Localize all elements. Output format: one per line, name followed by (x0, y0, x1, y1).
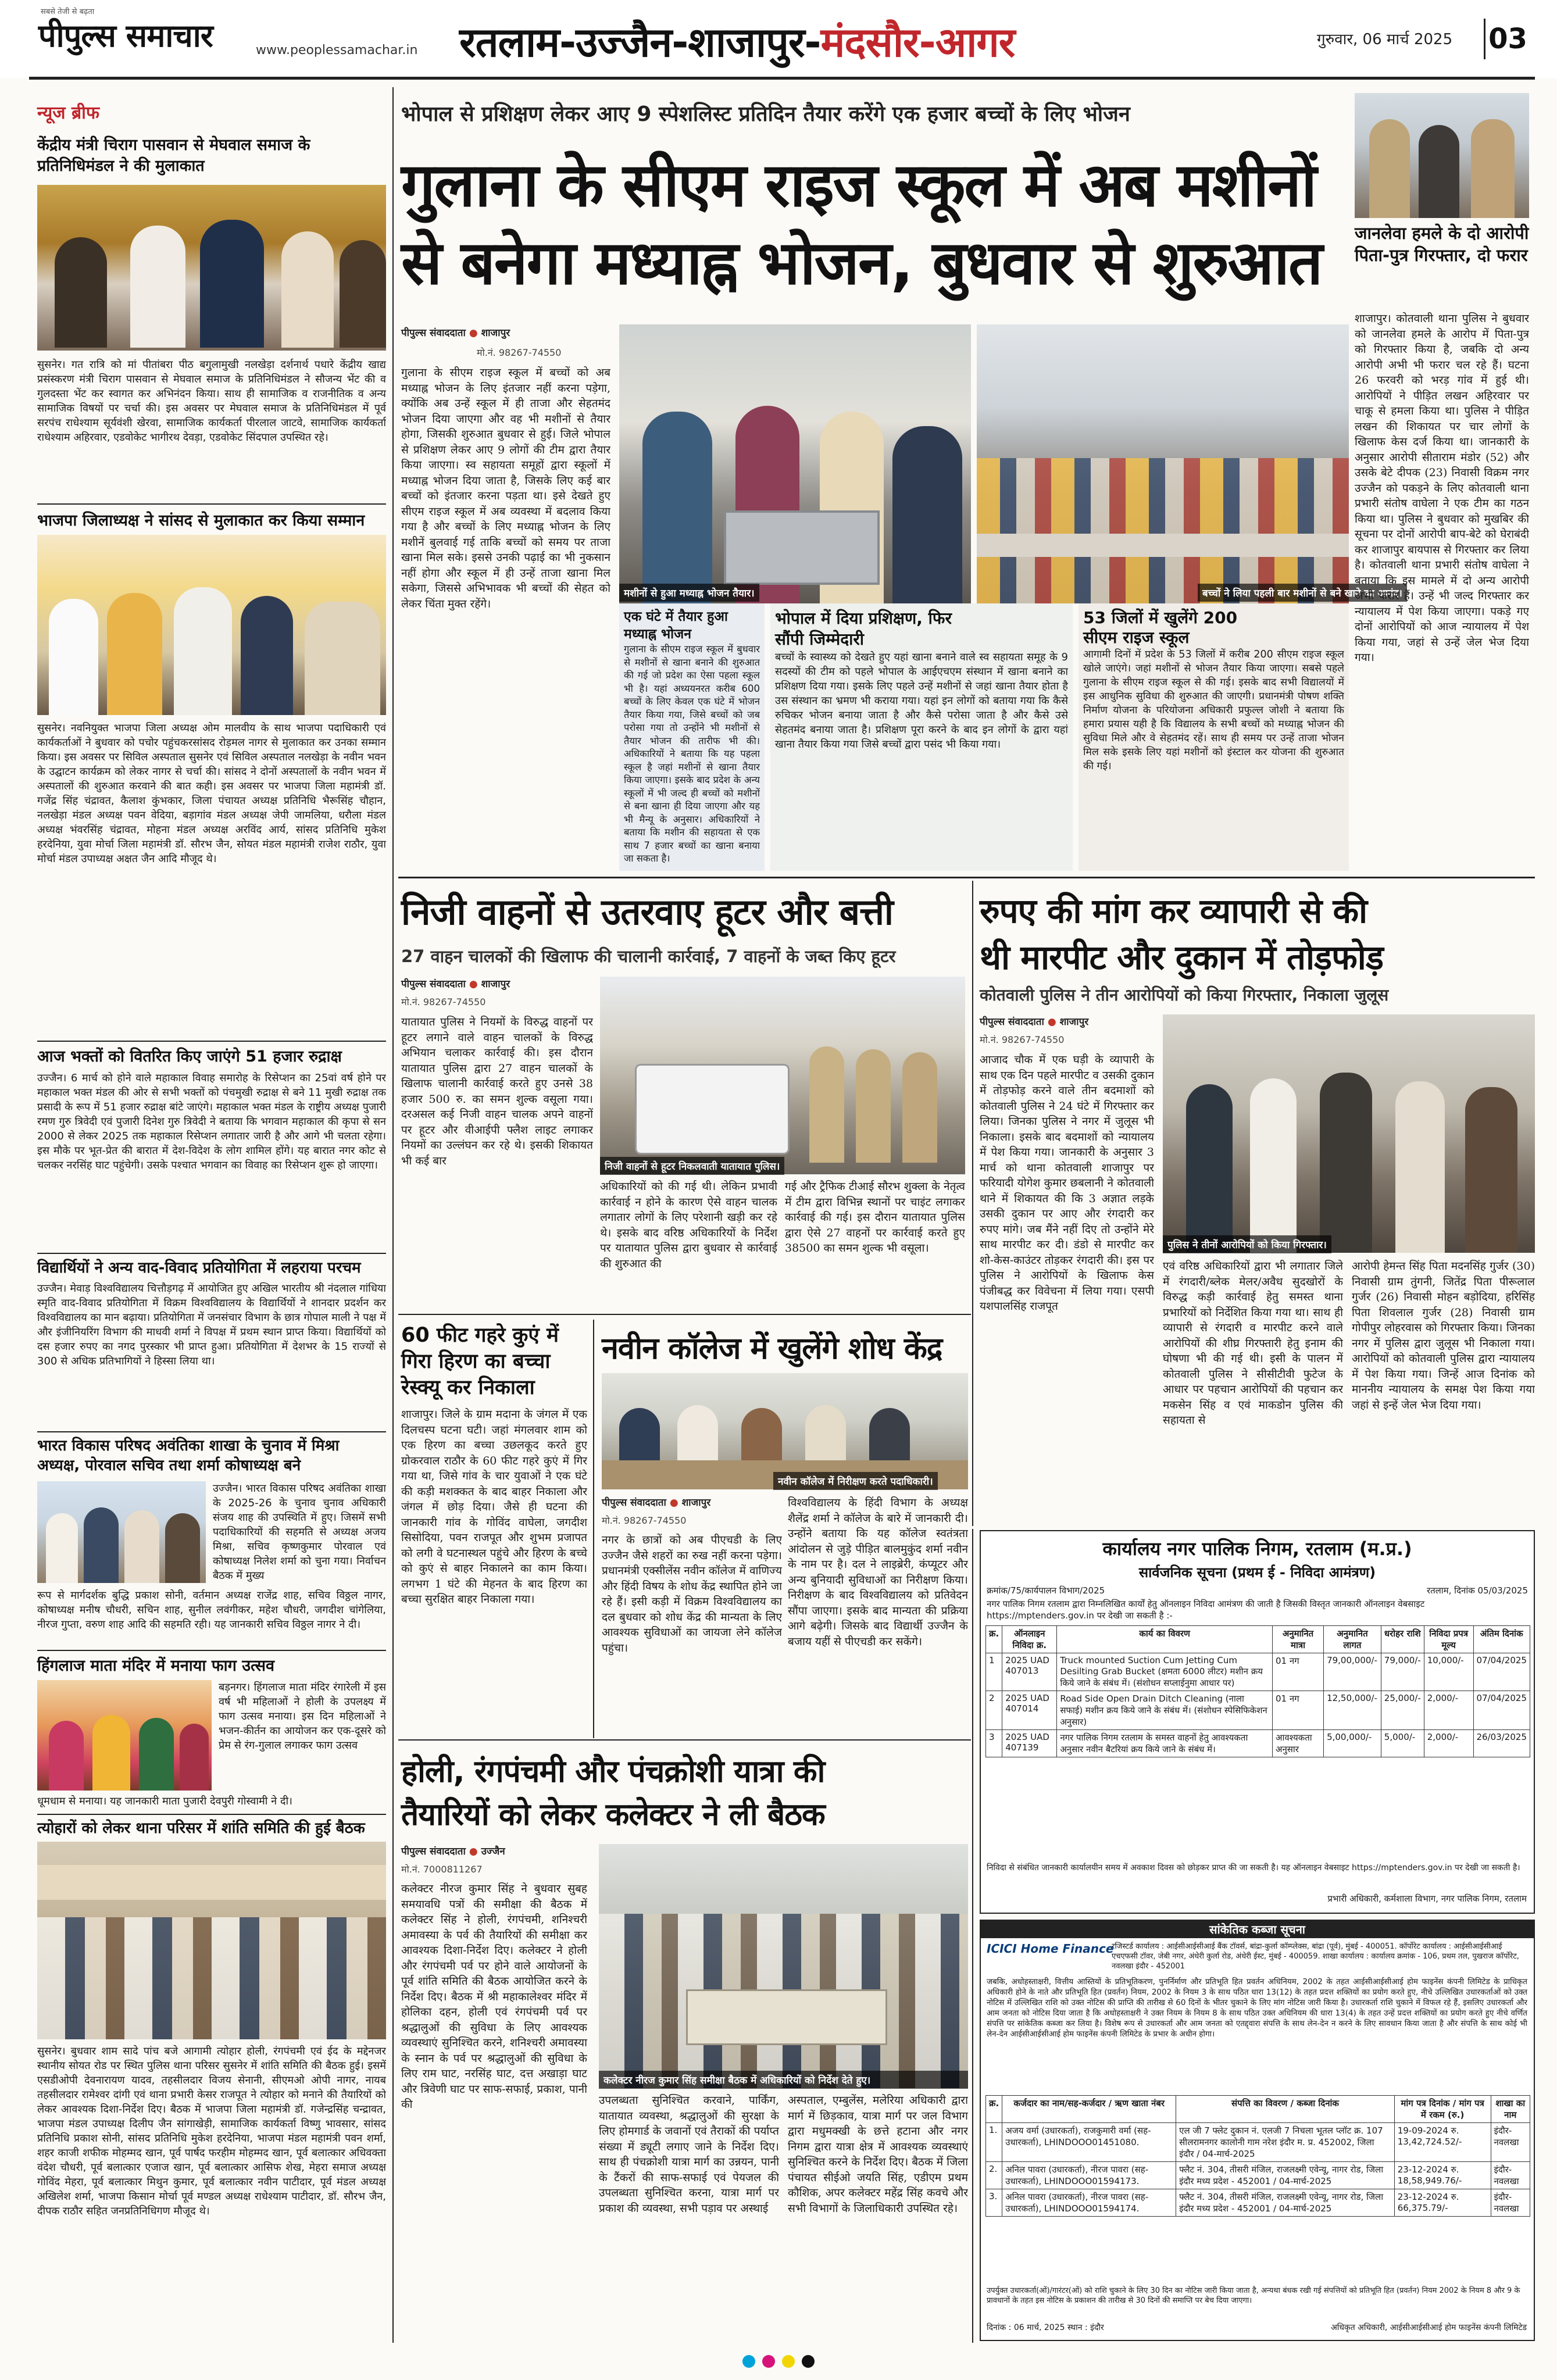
sidebox-2-head: भोपाल में दिया प्रशिक्षण, फिर सौंपी जिम्मेदारी (775, 609, 952, 649)
tender-table (985, 1625, 1530, 1757)
tender-office: कार्यालय नगर पालिक निगम, रतलाम (म.प्र.) (1102, 1538, 1412, 1560)
possession-table-cell: फ्लैट नं. 304, तीसरी मंजिल, राजलक्ष्मी एवेन्यू, नागर रोड, जिला इंदौर मध्य प्रदेश - 452001 / 04-मार्च-2025 (1176, 2189, 1395, 2217)
brief-7-text: सुसनेर। बुधवार शाम सादे पांच बजे आगामी त्योहार होली, रंगपंचमी एवं ईद के मद्देनजर स्थानीय सोयत रोड पर स्थित पुलिस थाना परिसर सुसनेर में शांति समिति की बैठक हुई। इसमें एसडीओपी देवनारायण यादव, तहसीलदार विजय सेनानी, सीएमओ ओपी नागर, नायब तहसीलदार रामेश्वर दांगी एवं थाना प्रभारी केसर राजपूत ने त्योहार को मनाने की तैयारियों को लेकर आवश्यक दिशा-निर्देश दिए। बैठक में भाजपा जिला महामंत्री डॉ. गजेन्द्रसिंह चन्द्रावत, भाजपा मंडल उपाध्यक्ष दिलीप जैन सांगाखेड़ी, सामाजिक कार्यकर्ता विष्णु भावसार, सांसद प्रतिनिधि प्रकाश सोनी, सांसद प्रतिनिधि मुकेश हरदेनिया, भाजपा मंडल महामंत्री पवन शर्मा, शहर काजी शफीक मोहम्मद खान, पूर्व पार्षद फरहीम मोहम्मद खान, पूर्व बलात्कार अधिवक्ता वंदेश चौधरी, पूर्व बलात्कार एजाज खान, पूर्व बलात्कार आसिफ शेख, मेहरा समाज अध्यक्ष गोविंद मेहरा, पूर्व बलात्कार मिथुन कुमार, पूर्व बलात्कार नवीन पाटीदार, पूर्व मंडल अध्यक्ष अखिलेश शर्मा, भाजपा किसान मोर्चा पूर्व मण्डल अध्यक्ष राधेश्याम पाटीदार, डॉ. सौरभ जैन, दीपक राठौर सहित जनप्रतिनिधिगण मौजूद थे। (37, 2045, 386, 2217)
tender-table-cell: 07/04/2025 (1473, 1691, 1530, 1730)
possession-header-cell: शाखा का नाम (1491, 2096, 1530, 2123)
trader-photo (1163, 1014, 1535, 1253)
holi-headline-line-2: तैयारियों को लेकर कलेक्टर ने ली बैठक (401, 1797, 825, 1832)
lead-headline-line-1: गुलाना के सीएम राइज स्कूल में अब मशीनों (401, 149, 1316, 220)
brief-1-photo (37, 185, 386, 351)
news-brief-column (33, 87, 388, 2343)
tender-table-cell: 07/04/2025 (1473, 1653, 1530, 1691)
brief-7-photo (37, 1842, 386, 2039)
registration-dot-cyan (742, 2355, 755, 2368)
brief-5-text-b: रूप से मार्गदर्शक बुद्धि प्रकाश सोनी, वर्तमान अध्यक्ष राजेंद्र शाह, सचिव विठ्ठल नागर, कोषाध्यक्ष मनीष चौधरी, सचिन शाह, सुनील लवंगीकर, महेश चौधरी, जगदीश चांगेलिया, नीरज गुप्ता, वरुण शाह आदि की सहमति रही। यह जानकारी सचिव विठ्ठल नागर ने दी। (37, 1589, 386, 1631)
edition-title-accent: मंदसौर-आगर (820, 19, 1015, 66)
siren-subhead: 27 वाहन चालकों की खिलाफ की चालानी कार्रवाई, 7 वाहनों के जब्त किए हूटर (401, 946, 896, 966)
trader-headline-line-1: रुपए की मांग कर व्यापारी से की (980, 891, 1367, 931)
tender-table-cell: 01 नग (1272, 1653, 1323, 1691)
divider-5 (37, 1650, 386, 1651)
brief-2-photo (37, 535, 386, 715)
brief-5-headline: भारत विकास परिषद अवंतिका शाखा के चुनाव में मिश्रा अध्यक्ष, पोरवाल सचिव तथा शर्मा कोषाध्यक्ष बने (37, 1437, 340, 1474)
tender-signature: प्रभारी अधिकारी, कर्मशाला विभाग, नगर पालिक निगम, रतलाम (1327, 1893, 1527, 1904)
siren-byline (401, 977, 510, 990)
tender-table-cell: Truck mounted Suction Cum Jetting Cum Desilting Grab Bucket (क्षमता 6000 लीटर) मशीन क्रय किये जाने के संबंध में। (संशोधन सप्लाईनुमा आधार पर) (1057, 1653, 1273, 1691)
tender-footer: निविदा से संबंधित जानकारी कार्यालयीन समय में अवकाश दिवस को छोड़कर प्राप्त की जा सकती है। यह ऑनलाइन वेबसाइट https://mptenders.gov.in पर देखी जा सकती है। (987, 1863, 1520, 1872)
brief-6-text-b: धूमधाम से मनाया। यह जानकारी माता पुजारी देवपुरी गोस्वामी ने दी। (37, 1795, 292, 1807)
tender-table-cell: आवश्यकता अनुसार (1272, 1730, 1323, 1757)
tender-table-cell: 2025 UAD 407013 (1002, 1653, 1057, 1691)
holi-photo (599, 1844, 968, 2088)
sidebox-3-head-b: सीएम राइज स्कूल (1083, 628, 1190, 647)
divider-6 (37, 1814, 386, 1815)
tender-table-cell: 79,000/- (1381, 1653, 1424, 1691)
tender-table-cell: 12,50,000/- (1324, 1691, 1381, 1730)
tender-table-cell: 26/03/2025 (1473, 1730, 1530, 1757)
tender-ref-left: क्रमांक/75/कार्यपालन विभाग/2025 (987, 1585, 1105, 1596)
lead-byline (401, 326, 610, 339)
holi-photo-caption: कलेक्टर नीरज कुमार सिंह समीक्षा बैठक में अधिकारियों को निर्देश देते हुए। (599, 2071, 968, 2089)
tender-header-cell: अंतिम दिनांक (1473, 1626, 1530, 1653)
college-mobile: मो.नं. 98267-74550 (602, 1515, 687, 1526)
tender-header-cell: निविदा प्रपत्र मूल्य (1424, 1626, 1473, 1653)
tender-table-cell: 25,000/- (1381, 1691, 1424, 1730)
possession-table-cell: 23-12-2024 रु. 18,58,949.76/- (1394, 2162, 1491, 2189)
tender-table-cell: 2 (986, 1691, 1002, 1730)
possession-date-place: दिनांक : 06 मार्च, 2025 स्थान : इंदौर (987, 2323, 1104, 2332)
sidebox-2-text: बच्चों के स्वास्थ्य को देखते हुए यहां खाना बनाने वाले स्व सहायता समूह के 9 सदस्यों की टीम को पहले भोपाल के आईएचएम संस्थान में खाना बनाने का प्रशिक्षण दिया गया। इसके लिए पहले उन्हें मशीनों से जहां खाना तैयार होता है उस संस्थान का भ्रमण भी कराया गया। यहां इन लोगों को बताया गया कि कैसे रुचिकर भोजन बनाया जाता है और कैसे परोसा जाता है और कैसे उसे सेहतमंद बनाया जाता है। प्रशिक्षण पूरा करने के बाद इन लोगों के द्वारा यहां खाना तैयार किया गया जिसे बच्चों द्वारा पसंद भी किया गया। (775, 651, 1068, 751)
brief-4-headline: विद्यार्थियों ने अन्य वाद-विवाद प्रतियोगिता में लहराया परचम (37, 1259, 361, 1277)
deer-headline-line-3: रेस्क्यू कर निकाला (401, 1376, 535, 1399)
brief-5-text-a: उज्जैन। भारत विकास परिषद अवंतिका शाखा के 2025-26 के चुनाव चुनाव अधिकारी संजय शाह की उपस्थिति में हुए। जिसमें सभी पदाधिकारियों की सहमति से अध्यक्ष अजय मिश्रा, सचिव कृष्णकुमार पोरवाल एवं कोषाध्यक्ष निलेश शर्मा को चुना गया। निर्वाचन बैठक में मुख्य (213, 1482, 386, 1582)
possession-table-cell: अजय वर्मा (उधारकर्ता), राजकुमारी वर्मा (सह-उधारकर्ता), LHINDOOO01451080. (1002, 2123, 1176, 2162)
section-tag-news-brief: न्यूज ब्रीफ (37, 103, 99, 123)
possession-table-cell: अनिल पावरा (उधारकर्ता), नीरज पावरा (सह-उधारकर्ता), LHINDOOO01594174. (1002, 2189, 1176, 2217)
masthead (0, 0, 1557, 78)
holi-headline-line-1: होली, रंगपंचमी और पंचक्रोशी यात्रा की (401, 1754, 825, 1789)
tender-table-cell: 5,00,000/- (1324, 1730, 1381, 1757)
icici-logo: ICICI Home Finance (987, 1942, 1114, 1956)
holi-text-b: उपलब्धता सुनिश्चित करवाने, पार्किंग, यातायात व्यवस्था, श्रद्धालुओं की सुरक्षा के लिए होमगार्ड के जवानों एवं तैराकों की पर्याप्त संख्या में ड्यूटी लगाए जाने के निर्देश दिए। साथ ही पंचक्रोशी यात्रा मार्ग का उन्नयन, पानी के टैंकरों की साफ-सफाई एवं पेयजल की उपलब्धता सुनिश्चित करना, यात्रा मार्ग पर प्रकाश की व्यवस्था, सभी पड़ाव पर अस्थाई (599, 2094, 779, 2215)
lead-photo-1 (619, 324, 971, 603)
lead-photo-1-caption: मशीनों से हुआ मध्याह्न भोजन तैयार। (619, 584, 759, 602)
page-number: 03 (1484, 19, 1530, 59)
possession-table-row (986, 2123, 1530, 2162)
lead-sidebox-1 (619, 603, 765, 871)
trader-subhead: कोतवाली पुलिस ने तीन आरोपियों को किया गिरफ्तार, निकाला जुलूस (980, 985, 1389, 1005)
tender-table-row (986, 1691, 1530, 1730)
siren-mobile: मो.नं. 98267-74550 (401, 996, 486, 1007)
siren-photo (600, 977, 965, 1174)
tender-header-cell: क्र. (986, 1626, 1002, 1653)
possession-table-row (986, 2189, 1530, 2217)
college-byline (602, 1495, 710, 1509)
possession-table (985, 2095, 1530, 2217)
left-column-divider (392, 87, 394, 2343)
brief-6-text-a: बड़नगर। हिंगलाज माता मंदिर रंगारेली में इस वर्ष भी महिलाओं ने होली के उपलक्ष्य में फाग उत्सव मनाया। इस दिन महिलाओं ने भजन-कीर्तन का आयोजन कर एक-दूसरे को प्रेम से रंग-गुलाल लगाकर फाग उत्सव (219, 1681, 386, 1752)
divider-4 (37, 1431, 386, 1432)
brief-3-headline: आज भक्तों को वितरित किए जाएंगे 51 हजार रुद्राक्ष (37, 1048, 342, 1066)
possession-body: जबकि, अधोहस्ताक्षरी, वित्तीय आस्तियों के प्रतिभूतिकरण, पुनर्निर्माण और प्रतिभूति हित प्रवर्तन अधिनियम, 2002 के तहत आईसीआईसीआई होम फाइनेंस कंपनी लिमिटेड के प्राधिकृत अधिकारी होने के नाते और प्रतिभूति हित (प्रवर्तन) नियम, 2002 के नियम 3 के साथ पठित धारा 13(12) के तहत प्रदत्त शक्तियों का प्रयोग करते हुए, नीचे उल्लिखित उधारकर्ताओं को उक्त नोटिस में उल्लिखित राशि को उक्त नोटिस की प्राप्ति की तारीख से 60 दिनों के भीतर चुकाने के लिए मांग नोटिस जारी किया है। उधारकर्ता राशि चुकाने में विफल रहे हैं, इसलिए उधारकर्ता और आम जनता को नोटिस दिया जाता है कि अधोहस्ताक्षरी ने उक्त नियम के नियम 8 के साथ पठित उक्त अधिनियम की धारा 13(4) के तहत उन्हें प्रदत्त शक्तियों का प्रयोग करते हुए नीचे वर्णित संपत्ति पर सांकेतिक कब्जा कर लिया है। विशेष रूप से उधारकर्ता और आम जनता को एतद्द्वारा संपत्ति के साथ लेन-देन न करने के लिए सावधान किया जाता है और संपत्ति के साथ कोई भी लेन-देन आईसीआईसीआई होम फाइनेंस कंपनी लिमिटेड के प्रभार के अधीन होगा। (987, 1977, 1527, 2039)
ads-column-divider (972, 1529, 973, 2343)
tender-title: सार्वजनिक सूचना (प्रथम ई - निविदा आमंत्रण) (1138, 1564, 1376, 1581)
lead-kicker: भोपाल से प्रशिक्षण लेकर आए 9 स्पेशलिस्ट प्रतिदिन तैयार करेंगे एक हजार बच्चों के लिए भोजन (401, 102, 1130, 126)
possession-table-cell: अनिल पावरा (उधारकर्ता), नीरज पावरा (सह-उधारकर्ता), LHINDOOO01594173. (1002, 2162, 1176, 2189)
tender-table-cell: 10,000/- (1424, 1653, 1473, 1691)
holi-text-c: अस्पताल, एम्बुलेंस, मलेरिया अधिकारी द्वारा मार्ग में छिड़काव, यात्रा मार्ग पर जल विभाग द्वारा मधुमक्खी के छत्ते हटाना और नगर निगम द्वारा यात्रा क्षेत्र में आवश्यक व्यवस्थाएं सुनिश्चित करने के निर्देश दिए। बैठक में जिला पंचायत सीईओ जयति सिंह, एडीएम प्रथम कौशिक, अपर कलेक्टर महेंद्र सिंह कवचे और सभी विभागों के जिलाधिकारी उपस्थित रहे। (788, 2094, 968, 2215)
siren-text-c: गई और ट्रैफिक टीआई सौरभ शुक्ला के नेतृत्व में टीम द्वारा विभिन्न स्थानों पर चाइंट लगाकर कार्रवाई की गई। इस दौरान यातायात पुलिस द्वारा ऐसे 27 वाहनों पर कार्रवाई करते हुए 38500 का समन शुल्क भी वसूला। (785, 1180, 965, 1255)
sidebox-3-text: आगामी दिनों में प्रदेश के 53 जिलों में करीब 200 सीएम राइज स्कूल खोले जाएंगे। जहां मशीनों से भोजन तैयार किया जाएगा। सबसे पहले गुलाना के सीएम राइज स्कूल से की गई। इसके बाद सभी विद्यालयों में इस आधुनिक सुविधा की शुरुआत की जाएगी। प्रधानमंत्री पोषण शक्ति निर्माण योजना के परियोजना अधिकारी प्रफुल्ल जोशी ने बताया कि हमारा प्रयास यही है कि विद्यालय के सभी बच्चों को मध्याह्न भोजन की सुविधा मिले और वे सेहतमंद रहें। साथ ही समय पर उन्हें ताजा भोजन मिल सके इसके लिए यहां मशीनों को इंस्टाल कर योजना की शुरुआत की गई। (1083, 649, 1344, 772)
lead-byline-name: पीपुल्स संवाददाता (401, 327, 466, 339)
holi-text-a: कलेक्टर नीरज कुमार सिंह ने बुधवार सुबह समयावधि पत्रों की समीक्षा की बैठक में कलेक्टर सिंह ने होली, रंगपंचमी, शनिश्चरी अमावस्या के पर्व की तैयारियों की समीक्षा कर आवश्यक दिशा-निर्देश दिए। कलेक्टर ने होली और रंगपंचमी पर्व पर होने वाले आयोजनों के पूर्व शांति समिति की बैठक आयोजित करने के निर्देश दिए। बैठक में श्री महाकालेश्वर मंदिर में होलिका दहन, होली एवं रंगपंचमी पर्व पर श्रद्धालुओं की सुविधा के लिए आवश्यक व्यवस्थाएं सुनिश्चित करने, शनिश्चरी अमावस्या के स्नान के पर्व पर श्रद्धालुओं की सुविधा के लिए राम घाट, नरसिंह घाट, दत्त अखाड़ा घाट और त्रिवेणी घाट पर साफ-सफाई, प्रकाश, पानी की (401, 1882, 587, 2111)
tender-table-cell: 1 (986, 1653, 1002, 1691)
college-photo-caption: नवीन कॉलेज में निरीक्षण करते पदाधिकारी। (773, 1472, 938, 1490)
tender-table-cell: Road Side Open Drain Ditch Cleaning (नाला सफाई) मशीन क्रय किये जाने के संबंध में। (संशोधन स्पेसिफिकेशन अनुसार) (1057, 1691, 1273, 1730)
trader-byline-place: शाजापुर (1059, 1016, 1089, 1028)
siren-bottom-divider (398, 1314, 971, 1315)
trader-mobile: मो.नं. 98267-74550 (980, 1034, 1065, 1045)
lead-mobile: मो.नं. 98267-74550 (477, 347, 562, 358)
siren-text-a: यातायात पुलिस ने नियमों के विरुद्ध वाहनों पर हूटर लगाने वाले वाहन चालकों के विरुद्ध अभियान चलाकर कार्रवाई की। इस दौरान यातायात पुलिस द्वारा 27 वाहन चालकों के खिलाफ चालानी कार्रवाई करते हुए उनसे 38 हजार 500 रु. का समन शुल्क वसूला गया। दरअसल कई निजी वाहन चालक अपने वाहनों पर हूटर और वीआईपी फ्लैश लाइट लगाकर नियमों का उल्लंघन कर रहे थे। इसकी शिकायत भी कई बार (401, 1016, 593, 1167)
college-text-a: नगर के छात्रों को अब पीएचडी के लिए उज्जैन जैसे शहरों का रुख नहीं करना पड़ेगा। प्रधानमंत्री एक्सीलेंस नवीन कॉलेज में वाणिज्य और हिंदी विषय के शोध केंद्र स्थापित होने जा रहे हैं। इसी कड़ी में विक्रम विश्वविद्यालय का दल बुधवार को शोध केंद्र की मान्यता के लिए आवश्यक सुविधाओं का जायजा लेने कॉलेज पहुंचा। (602, 1534, 782, 1654)
tender-table-row (986, 1730, 1530, 1757)
college-byline-place: शाजापुर (681, 1497, 711, 1509)
lead-photo-2 (977, 324, 1349, 603)
lead-headline-line-2: से बनेगा मध्याह्न भोजन, बुधवार से शुरुआत (401, 227, 1322, 298)
edition-title-main: रतलाम-उज्जैन-शाजापुर- (459, 19, 821, 66)
possession-footnote: उपर्युक्त उधारकर्ता(ओं)/गारंटर(ओं) को राशि चुकाने के लिए 30 दिन का नोटिस जारी किया जाता है, अन्यथा बंधक रखी गई संपत्तियों को प्रतिभूति हित (प्रवर्तन) नियम 2002 के नियम 8 और 9 के प्रावधानों के तहत इस नोटिस के प्रकाशन की तारीख से 30 दिनों की समाप्ति पर बेच दिया जाएगा। (987, 2286, 1520, 2305)
tender-table-cell: 3 (986, 1730, 1002, 1757)
tender-intro: नगर पालिक निगम रतलाम द्वारा निम्नलिखित कार्यों हेतु ऑनलाइन निविदा आमंत्रण की जाती है जिसकी विस्तृत जानकारी ऑनलाइन वेबसाइट https://mptenders.gov.in पर देखी जा सकती है :- (987, 1599, 1425, 1621)
print-registration-strip (0, 2353, 1557, 2377)
holi-byline (401, 1844, 505, 1857)
trader-headline-line-2: थी मारपीट और दुकान में तोड़फोड़ (980, 938, 1383, 977)
possession-table-cell: 1. (986, 2123, 1002, 2162)
siren-text-b: अधिकारियों को की गई थी। लेकिन प्रभावी कार्रवाई न होने के कारण ऐसे वाहन चालक लगातार लोगों के लिए परेशानी खड़ी कर रहे थे। इसके बाद वरिष्ठ अधिकारियों के निर्देश पर यातायात पुलिस द्वारा बुधवार से कार्रवाई की शुरुआत की (600, 1180, 777, 1270)
lead-bottom-divider (398, 877, 1535, 878)
siren-headline: निजी वाहनों से उतरवाए हूटर और बत्ती (401, 891, 893, 933)
holi-byline-name: पीपुल्स संवाददाता (401, 1846, 466, 1857)
divider-2 (37, 1041, 386, 1042)
sidebox-1-head: एक घंटे में तैयार हुआ मध्याह्न भोजन (624, 609, 728, 642)
lead-body-text: गुलाना के सीएम राइज स्कूल में बच्चों को अब मध्याह्न भोजन के लिए इंतजार नहीं करना पड़ेगा, क्योंकि अब उन्हें स्कूल में ही ताजा और सेहतमंद भोजन दिया जाएगा और वह भी मशीनों से तैयार होगा, जिसकी शुरुआत बुधवार से हुई। जिले भोपाल से प्रशिक्षण लेकर आए 9 लोगों की टीम द्वारा तैयार किया जाएगा। स्व सहायता समूहों द्वारा स्कूलों में मध्याह्न भोजन दिया जाता है, जिसके लिए कई बार बच्चों को इंतजार करना पड़ता था। इसे देखते हुए सीएम राइज स्कूल में अब व्यवस्था में बदलाव किया गया है और बच्चों के लिए मध्याह्न भोजन के लिए मशीनें बुलवाई गई ताकि बच्चों को समय पर ताजा खाना मिल सके। इससे उनकी पढ़ाई का भी नुकसान नहीं होगा और स्कूल में ही उन्हें ताजा खाना मिल सकेगा, जिससे अभिभावक भी बच्चों की सेहत को लेकर चिंता मुक्त रहेंगे। (401, 366, 610, 610)
brief-1-text: सुसनेर। गत रात्रि को मां पीतांबरा पीठ बगुलामुखी नलखेड़ा दर्शनार्थ पधारे केंद्रीय खाद्य प्रसंस्करण मंत्री चिराग पासवान से मेघवाल समाज के प्रतिनिधिमंडल ने सौजन्य भेंट की व गुलदस्ता भेंट कर स्वागत कर अभिनंदन किया। साथ ही सामाजिक व राजनीतिक व अन्य सामाजिक विषयों पर चर्चा की। इस अवसर पर मेघवाल समाज के प्रतिनिधिमंडल में पूर्व सरपंच राधेश्याम सूर्यवंशी खेरवा, सामाजिक कार्यकर्ता पीरलाल जाटवे, सामाजिक कार्यकर्ता राधेश्याम अहिरवार, एडवोकेट भागीरथ देवड़ा, एडवोकेट सिंदपाल उपस्थित रहे। (37, 359, 386, 444)
tender-table-cell: 5,000/- (1381, 1730, 1424, 1757)
masthead-divider (29, 77, 1535, 80)
possession-header-cell: मांग पत्र दिनांक / मांग पत्र में रकम (रु.) (1394, 2096, 1491, 2123)
divider-3 (37, 1253, 386, 1254)
tender-table-cell: 2025 UAD 407014 (1002, 1691, 1057, 1730)
sidebox-1-text: गुलाना के सीएम राइज स्कूल में बुधवार से मशीनों से खाना बनाने की शुरुआत की गई जो प्रदेश का ऐसा पहला स्कूल भी है। यहां अध्ययनरत करीब 600 बच्चों के लिए केवल एक घंटे में भोजन तैयार किया गया, जिसे बच्चों को जब परोसा गया तो उन्होंने भी मशीनों से तैयार भोजन की तारीफ भी की। अधिकारियों ने बताया कि यह पहला स्कूल है जहां मशीनों से खाना तैयार किया जाएगा। इसके बाद प्रदेश के अन्य स्कूलों में भी जल्द ही बच्चों को मशीनों से बना खाना ही दिया जाएगा और यह भी मैन्यू के अनुसार। अधिकारियों ने बताया कि मशीन की सहायता से एक साथ 7 हजार बच्चों का खाना बनाया जा सकता है। (624, 644, 760, 864)
sidebox-3-head-a: 53 जिलों में खुलेंगे 200 (1083, 608, 1238, 627)
brief-2-headline: भाजपा जिलाध्यक्ष ने सांसद से मुलाकात कर किया सम्मान (37, 512, 365, 530)
brief-4-text: उज्जैन। मेवाड़ विश्वविद्यालय चित्तौड़गढ़ में आयोजित हुए अखिल भारतीय श्री नंदलाल गांधिया स्मृति वाद-विवाद प्रतियोगिता में विक्रम विश्वविद्यालय के विद्यार्थियों ने शानदार प्रदर्शन कर विश्वविद्यालय का मान बढ़ाया। प्रतियोगिता में जनसंचार विभाग के छात्र गोपाल माली ने पक्ष में और इंजीनियरिंग विभाग की माधवी शर्मा ने विपक्ष में प्रथम स्थान प्राप्त किया। विद्यार्थियों को दस हजार रुपए का नगद पुरस्कार भी प्राप्त हुआ। प्रतियोगिता में देशभर के 15 राज्यों से 300 से अधिक प्रतिभागियों ने हिस्सा लिया था। (37, 1282, 386, 1367)
assault-photo (1355, 93, 1529, 218)
newspaper-logo: पीपुल्स समाचार (38, 17, 213, 54)
tender-table-cell: 2,000/- (1424, 1730, 1473, 1757)
college-byline-name: पीपुल्स संवाददाता (602, 1497, 666, 1509)
possession-table-cell: 19-09-2024 रु. 13,42,724.52/- (1394, 2123, 1491, 2162)
tender-header-cell: कार्य का विवरण (1057, 1626, 1273, 1653)
brief-2-text: सुसनेर। नवनियुक्त भाजपा जिला अध्यक्ष ओम मालवीय के साथ भाजपा पदाधिकारी एवं कार्यकर्ताओं ने बुधवार को पचोर पहुंचकरसांसद रोड़मल नागर से मुलाकात कर उनका सम्मान किया। इस अवसर पर सिविल अस्पताल सुसनेर एवं सिविल अस्पताल नलखेड़ा के नवीन भवन के उद्घाटन कार्यक्रम को लेकर नागर से चर्चा की। सांसद ने दोनों अस्पतालों के नवीन भवन में अस्पतालों की शुरुआत करवाने की बात कही। इस अवसर पर भाजपा जिला महामंत्री डॉ. गजेंद्र सिंह चंद्रावत, कैलाश कुंभकार, जिला पंचायत अध्यक्ष प्रतिनिधि भैरूसिंह चौहान, नलखेड़ा मंडल अध्यक्ष पवन वेदिया, बड़ागांव मंडल अध्यक्ष जेपी जामलिया, धरौला मंडल अध्यक्ष भंवरसिंह चंद्रावत, मोहना मंडल अध्यक्ष अरविंद आर्य, सांसद प्रतिनिधि मुकेश हरदेनिया, युवा मोर्चा जिला महामंत्री डॉ. सौरभ जैन, सोयत मंडल महामंत्री राजेश राठौर, युवा मोर्चा मंडल उपाध्यक्ष अक्षत जैन आदि मौजूद थे। (37, 722, 386, 865)
college-headline: नवीन कॉलेज में खुलेंगे शोध केंद्र (602, 1331, 942, 1366)
tender-notice (980, 1530, 1535, 1914)
deer-headline-line-2: गिरा हिरण का बच्चा (401, 1350, 551, 1373)
tender-table-cell: नगर पालिक निगम रतलाम के समस्त वाहनों हेतु आवश्यकता अनुसार नवीन बैटरियां क्रय किये जाने के संबंध में। (1057, 1730, 1273, 1757)
trader-byline-name: पीपुल्स संवाददाता (980, 1016, 1044, 1028)
issue-date: गुरुवार, 06 मार्च 2025 (1317, 31, 1453, 48)
tender-table-cell: 2,000/- (1424, 1691, 1473, 1730)
possession-header-cell: कर्जदार का नाम/सह-कर्जदार / ऋण खाता नंबर (1002, 2096, 1176, 2123)
location-pin-icon: ● (669, 1497, 678, 1509)
brief-5-photo (37, 1481, 206, 1583)
tender-table-row (986, 1653, 1530, 1691)
tender-header-cell: अनुमानित मात्रा (1272, 1626, 1323, 1653)
trader-text-c: आरोपी हेमन्त सिंह पिता मदनसिंह गुर्जर (30) निवासी ग्राम तुंगनी, जितेंद्र पिता पीरूलाल गुर्जर (26) निवासी मोहन बड़ोदिया, हरिसिंह पिता शिवलाल गुर्जर (28) निवासी ग्राम गोपीपुर लोहरवास को गिरफ्तार किया। जिनका नगर में पुलिस द्वारा जुलूस भी निकाला गया। आरोपियों को कोतवाली पुलिस द्वारा न्यायालय में पेश किया गया। जिन्हें आज दिनांक को माननीय न्यायालय के समक्ष पेश किया गया जहां से इन्हें जेल भेज दिया गया। (1352, 1260, 1535, 1411)
tender-header-cell: अनुमानित लागत (1324, 1626, 1381, 1653)
possession-table-cell: एल जी 7 फ्लेट दुकान नं. एलजी 7 निचला भूतल प्लॉट क्र. 107 सीलरामनगर कालोनी गाम नरेश इंदौर म. प्र. 452002, जिला इंदौर / 04-मार्च-2025 (1176, 2123, 1395, 2162)
possession-table-cell: फ्लैट नं. 304, तीसरी मंजिल, राजलक्ष्मी एवेन्यू, नागर रोड, जिला इंदौर मध्य प्रदेश - 452001 / 04-मार्च-2025 (1176, 2162, 1395, 2189)
possession-table-cell: 2. (986, 2162, 1002, 2189)
location-pin-icon: ● (1047, 1016, 1056, 1028)
tender-table-cell: 2025 UAD 407139 (1002, 1730, 1057, 1757)
tender-ref-right: रतलाम, दिनांक 05/03/2025 (1426, 1585, 1528, 1596)
possession-table-cell: 3. (986, 2189, 1002, 2217)
registration-dot-magenta (762, 2355, 775, 2368)
brief-7-headline: त्योहारों को लेकर थाना परिसर में शांति समिति की हुई बैठक (37, 1820, 365, 1837)
holi-mobile: मो.नं. 7000811267 (401, 1864, 483, 1875)
deer-divider (593, 1320, 594, 1738)
possession-header-cell: संपत्ति का विवरण / कब्जा दिनांक (1176, 2096, 1395, 2123)
center-divider (972, 881, 973, 1526)
siren-byline-place: शाजापुर (481, 978, 510, 990)
divider-1 (37, 503, 386, 505)
possession-table-cell: इंदौर-नवलखा (1491, 2189, 1530, 2217)
possession-header-cell: क्र. (986, 2096, 1002, 2123)
possession-notice (980, 1920, 1535, 2341)
holi-byline-place: उज्जैन (481, 1846, 505, 1857)
registration-dot-black (802, 2355, 815, 2368)
college-text-b: विश्वविद्यालय के हिंदी विभाग के अध्यक्ष शैलेंद्र शर्मा ने कॉलेज के बारे में जानकारी दी। उन्होंने बताया कि यह कॉलेज स्वतंत्रता आंदोलन से जुड़े पीड़ित बालमुकुंद शर्मा नवीन के नाम पर है। दल ने लाइब्रेरी, कंप्यूटर और अन्य बुनियादी सुविधाओं का निरीक्षण किया। निरीक्षण के बाद विश्वविद्यालय को प्रतिवेदन सौंपा जाएगा। इसके बाद मान्यता की प्रक्रिया आगे बढ़ेगी। जिसके बाद विद्यार्थी उज्जैन के बजाय यहीं से पीएचडी कर सकेंगे। (788, 1496, 968, 1648)
lead-photo-2-caption: बच्चों ने लिया पहली बार मशीनों से बने खाने का आनंद। (1198, 584, 1407, 602)
tender-header-cell: ऑनलाइन निविदा क्र. (1002, 1626, 1057, 1653)
trader-text-b: एवं वरिष्ठ अधिकारियों द्वारा भी लगातार जिले में रंगदारी/ब्लेक मेलर/अवैध सुदखोरों के विरुद्ध कड़ी कार्रवाई हेतु समस्त थाना प्रभारियों को निर्देशित किया गया था। साथ ही व्यापारी से रंगदारी व मारपीट करने वाले आरोपियों की शीघ्र गिरफ्तारी हेतु इनाम की घोषणा भी की गई थी। इसी के पालन में कोतवाली पुलिस ने सीसीटीवी फुटेज के आधार पर पहचान आरोपियों की पहचान कर मकसेन सिंह व एवं माकडोन पुलिस की सहायता से (1163, 1260, 1343, 1427)
possession-banner: सांकेतिक कब्जा सूचना (981, 1921, 1534, 1938)
possession-signatory: अधिकृत अधिकारी, आईसीआईसीआई होम फाइनेंस कंपनी लिमिटेड (1331, 2323, 1527, 2332)
brief-1-headline: केंद्रीय मंत्री चिराग पासवान से मेघवाल समाज के प्रतिनिधिमंडल ने की मुलाकात (37, 136, 310, 175)
assault-headline: जानलेवा हमले के दो आरोपी पिता-पुत्र गिरफ्तार, दो फरार (1355, 223, 1529, 265)
assault-text: शाजापुर। कोतवाली थाना पुलिस ने बुधवार को जानलेवा हमले के आरोप में पिता-पुत्र को गिरफ्तार किया है, जबकि दो अन्य आरोपी अभी भी फरार चल रहे हैं। घटना 26 फरवरी को भरड़ गांव में हुई थी। आरोपियों ने पीड़ित लखन अहिरवार पर चाकू से हमला किया था। पुलिस ने पीड़ित लखन की शिकायत पर चार लोगों के खिलाफ केस दर्ज किया था। जानकारी के अनुसार आरोपी सीताराम मंडोर (52) और उसके बेटे दीपक (23) निवासी विक्रम नगर उज्जैन को पकड़ने के लिए कोतवाली थाना प्रभारी संतोष वाघेला ने एक टीम का गठन किया था। पुलिस ने बुधवार को मुखबिर की सूचना पर दोनों आरोपी बाप-बेटे को घेराबंदी कर शाजापुर बायपास से गिरफ्तार कर लिया है। कोतवाली थाना प्रभारी संतोष वाघेला ने बताया कि इस मामले में दो अन्य आरोपी अभी फरार हैं। उन्हें भी जल्द गिरफ्तार कर न्यायालय में पेश किया जाएगा। पकड़े गए दोनों आरोपियों को आज न्यायालय में पेश किया गया, जहां से उन्हें जेल भेज दिया गया। (1355, 312, 1529, 664)
possession-address: रजिस्टर्ड कार्यालय : आईसीआईसीआई बैंक टॉवर्स, बांद्रा-कुर्ला कॉम्प्लेक्स, बांद्रा (पूर्व), मुंबई - 400051. कॉर्पोरेट कार्यालय : आईसीआईसीआई एचएफसी टॉवर, जेबी नगर, अंधेरी कुर्ला रोड, अंधेरी ईस्ट, मुंबई - 400059. शाखा कार्यालय : कार्यालय क्रमांक - 106, प्रथम तल, पुखराज कॉर्पोरेट, नवलखा इंदौर - 452001 (1112, 1942, 1519, 1971)
brief-6-photo (37, 1680, 212, 1791)
location-pin-icon: ● (469, 327, 478, 339)
possession-table-cell: इंदौर-नवलखा (1491, 2123, 1530, 2162)
location-pin-icon: ● (469, 1846, 478, 1857)
brief-3-text: उज्जैन। 6 मार्च को होने वाले महाकाल विवाह समारोह के रिसेप्शन का 25वां वर्ष होने पर महाकाल भक्त मंडल की ओर से सभी भक्तों को पंचमुखी रुद्राक्ष से बने 11 मुखी रुद्राक्ष तक प्रसादी के रूप में 51 हजार रुद्राक्ष बांटे जाएंगे। महाकाल भक्त मंडल के राष्ट्रीय अध्यक्ष पुजारी रमण गुरु त्रिवेदी एवं पुजारी दिनेश गुरु त्रिवेदी ने बताया कि भगवान महाकाल की कृपा से सन 2000 से लेकर 2025 तक महाकाल रिसेप्शन लगातार जारी है और आगे भी चलता रहेगा। इस मौके पर भूत-प्रेत की बारात में देश-विदेश के लोग शामिल होंगे। यह बारात नगर कोट से चलकर नरसिंह घाट पहुंचेगी। उसके पश्चात भगवान का विवाह का रिसेप्शन शुरू हो जाएगा। (37, 1072, 386, 1171)
edition-title (459, 13, 1015, 69)
trader-text-a: आजाद चौक में एक घड़ी के व्यापारी के साथ एक दिन पहले मारपीट व उसकी दुकान में तोड़फोड़ करने वाले तीन बदमाशों को कोतवाली पुलिस ने 24 घंटे में गिरफ्तार कर लिया। जिनका पुलिस ने नगर में जुलूस भी निकाला। इसके बाद बदमाशों को न्यायालय में पेश किया गया। जानकारी के अनुसार 3 मार्च को थाना कोतवाली शाजापुर पर फरियादी योगेश कुमार छबलानी ने कोतवाली थाने में शिकायत की कि 3 अज्ञात लड़के उसकी दुकान पर आए और रंगदारी कर रुपए मांगे। जब मैंने नहीं दिए तो उन्होंने मेरे साथ मारपीट कर दी। डंडो से मारपीट कर शो-केस-काउंटर तोड़कर रंगदारी की। इस पर पुलिस ने आरोपियों के खिलाफ केस पंजीबद्ध कर विवेचना में लिया गया। एसपी यशपालसिंह राजपूत (980, 1053, 1154, 1313)
trader-photo-caption: पुलिस ने तीनों आरोपियों को किया गिरफ्तार। (1163, 1235, 1331, 1253)
possession-table-cell: 23-12-2024 रु. 66,375.79/- (1394, 2189, 1491, 2217)
siren-photo-caption: निजी वाहनों से हूटर निकलवाती यातायात पुलिस। (600, 1157, 784, 1175)
website-url[interactable]: www.peoplessamachar.in (256, 43, 418, 58)
lead-sidebox-3 (1079, 603, 1349, 871)
location-pin-icon: ● (469, 978, 478, 990)
registration-dot-yellow (782, 2355, 795, 2368)
tender-table-cell: 79,00,000/- (1324, 1653, 1381, 1691)
brief-6-headline: हिंगलाज माता मंदिर में मनाया फाग उत्सव (37, 1657, 275, 1675)
deer-text: शाजापुर। जिले के ग्राम मदाना के जंगल में एक दिलचस्प घटना घटी। जहां मंगलवार शाम को एक हिरण का बच्चा उछलकूद करते हुए ग्रोकरवाल राठौर के 60 फीट गहरे कुएं में गिर गया था, जिसे गांव के चार युवाओं ने एक घंटे की कड़ी मशक्कत के बाद बाहर निकाला और जंगल में छोड़ दिया। जैसे ही घटना की जानकारी गांव के गोविंद वाघेला, जगदीश सिसोदिया, पवन राजपूत और शुभम प्रजापत को लगी वे घटनास्थल पहुंचे और हिरण के बच्चे को कुएं से बाहर निकालने का काम किया। लगभग 1 घंटे की मेहनत के बाद हिरण का बच्चा सुरक्षित बाहर निकाला गया। (401, 1408, 587, 1606)
logo-tagline: सबसे तेजी से बढ़ता (41, 8, 95, 16)
lead-byline-place: शाजापुर (481, 327, 510, 339)
college-bottom-divider (398, 1739, 971, 1741)
deer-headline-line-1: 60 फीट गहरे कुएं में (401, 1324, 559, 1347)
siren-byline-name: पीपुल्स संवाददाता (401, 978, 466, 990)
tender-header-cell: धरोहर राशि (1381, 1626, 1424, 1653)
trader-byline (980, 1014, 1088, 1028)
possession-table-row (986, 2162, 1530, 2189)
possession-table-cell: इंदौर-नवलखा (1491, 2162, 1530, 2189)
tender-table-cell: 01 नग (1272, 1691, 1323, 1730)
lead-sidebox-2 (770, 603, 1073, 871)
